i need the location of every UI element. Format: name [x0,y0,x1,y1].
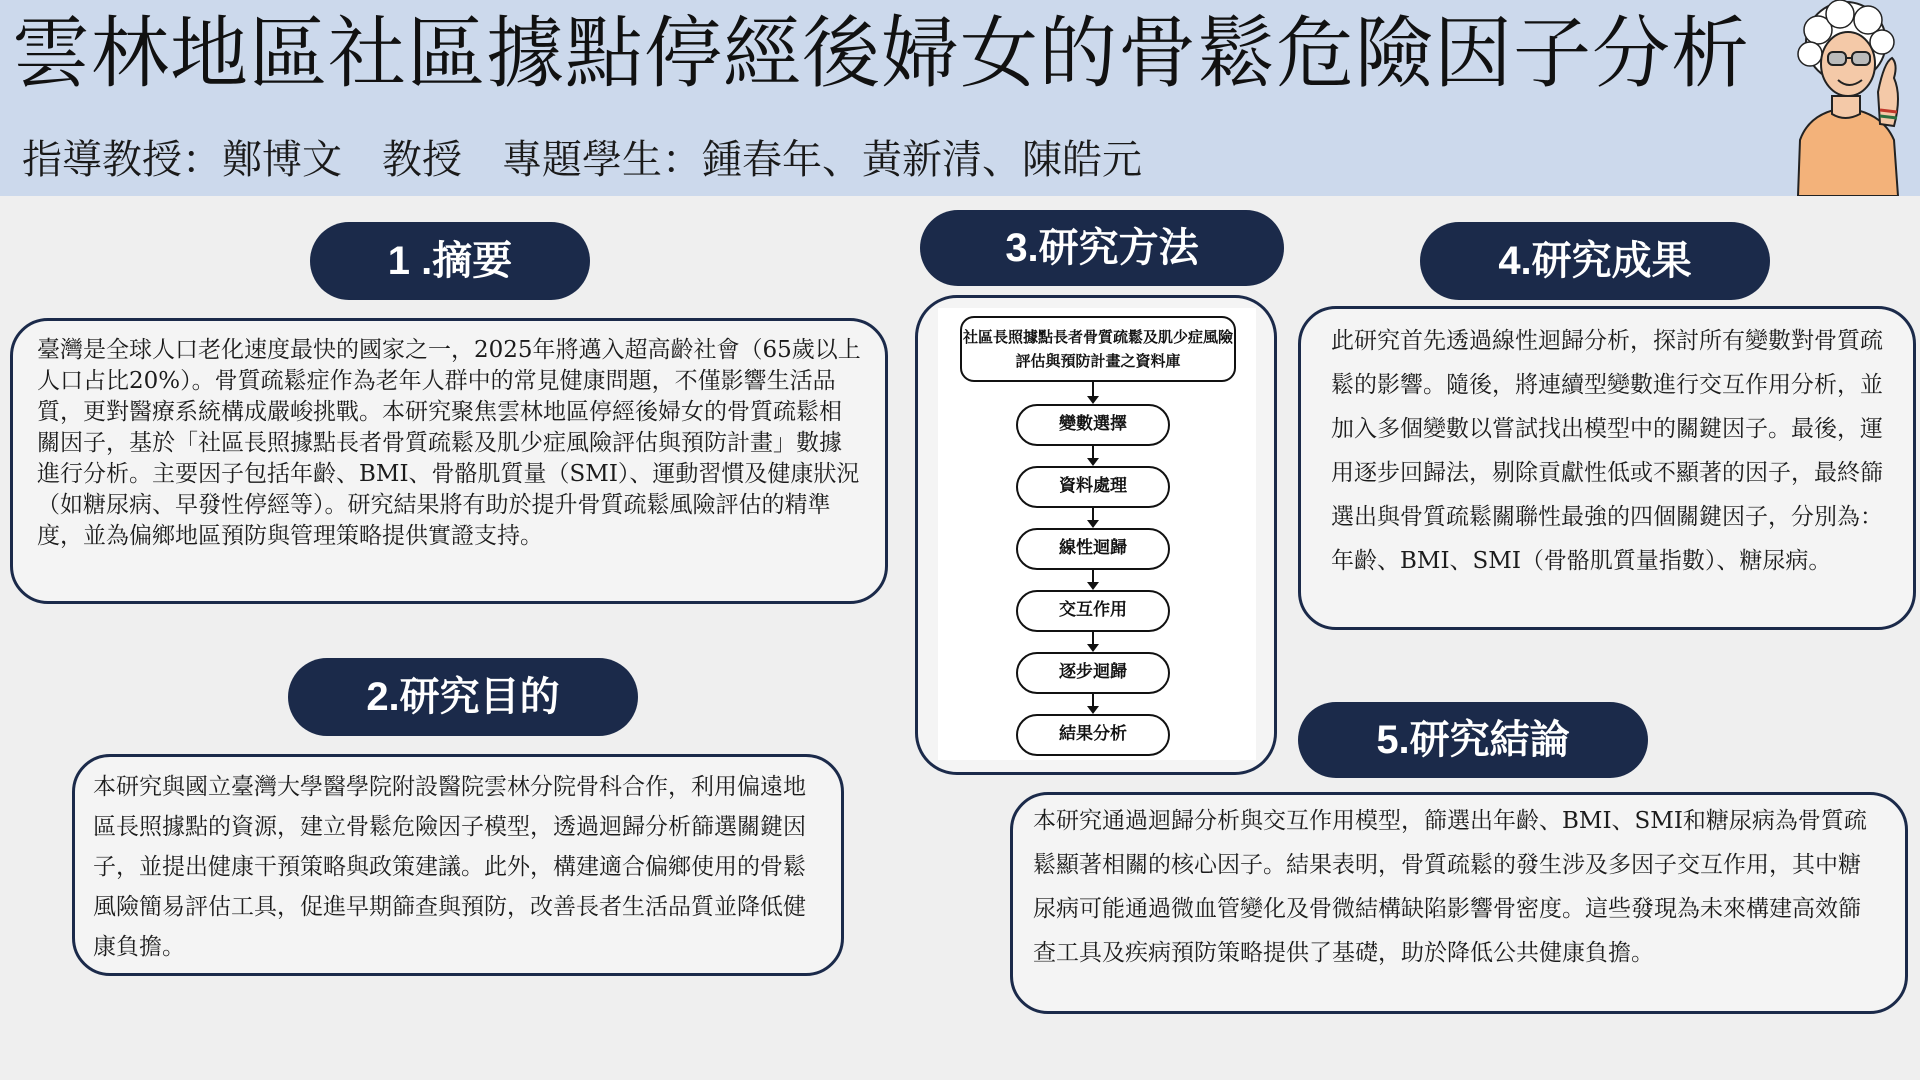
flow-connector [1092,570,1094,582]
flow-step-result-analysis: 結果分析 [1016,714,1170,756]
flow-connector [1092,446,1094,458]
elderly-woman-avatar-icon [1770,0,1920,196]
purpose-heading: 2.研究目的 [288,658,638,736]
flow-step-data-processing: 資料處理 [1016,466,1170,508]
advisor-student-line: 指導教授：鄭博文 教授 專題學生：鍾春年、黃新清、陳皓元 [22,137,1142,183]
conclusion-box [1010,792,1908,1014]
flow-arrow [1087,582,1099,590]
results-text: 此研究首先透過線性迴歸分析，探討所有變數對骨質疏鬆的影響。隨後，將連續型變數進行交互作用分析，並加入多個變數以嘗試找出模型中的關鍵因子。最後，運用逐步回歸法，剔除貢獻性低或不顯著的因子，最終篩選出與骨質疏鬆關聯性最強的四個關鍵因子，分別為：年齡、BMI、SMI（骨骼肌質量指數）、糖尿病。 [1331,328,1883,574]
flow-step-interaction: 交互作用 [1016,590,1170,632]
conclusion-heading: 5.研究結論 [1298,702,1648,778]
flow-arrow [1087,458,1099,466]
flow-step-stepwise-regression: 逐步迴歸 [1016,652,1170,694]
conclusion-text: 本研究通過迴歸分析與交互作用模型，篩選出年齡、BMI、SMI和糖尿病為骨質疏鬆顯著相關的核心因子。結果表明，骨質疏鬆的發生涉及多因子交互作用，其中糖尿病可能通過微血管變化及骨微結構缺陷影響骨密度。這些發現為未來構建高效篩查工具及疾病預防策略提供了基礎，助於降低公共健康負擔。 [1033,808,1867,966]
results-box [1298,306,1916,630]
flow-connector [1092,632,1094,644]
flow-arrow [1087,520,1099,528]
flow-connector [1092,694,1094,706]
abstract-heading: 1 .摘要 [310,222,590,300]
flow-arrow [1087,396,1099,404]
flow-arrow [1087,644,1099,652]
flow-step-linear-regression: 線性迴歸 [1016,528,1170,570]
flow-database-node: 社區長照據點長者骨質疏鬆及肌少症風險評估與預防計畫之資料庫 [960,316,1236,382]
purpose-text: 本研究與國立臺灣大學醫學院附設醫院雲林分院骨科合作，利用偏遠地區長照據點的資源，建立骨鬆危險因子模型，透過迴歸分析篩選關鍵因子，並提出健康干預策略與政策建議。此外，構建適合偏鄉使用的骨鬆風險簡易評估工具，促進早期篩查與預防，改善長者生活品質並降低健康負擔。 [93,774,806,960]
flow-connector [1092,508,1094,520]
abstract-text: 臺灣是全球人口老化速度最快的國家之一，2025年將邁入超高齡社會（65歲以上人口占比20%）。骨質疏鬆症作為老年人群中的常見健康問題，不僅影響生活品質，更對醫療系統構成嚴峻挑戰。本研究聚焦雲林地區停經後婦女的骨質疏鬆相關因子，基於「社區長照據點長者骨質疏鬆及肌少症風險評估與預防計畫」數據進行分析。主要因子包括年齡、BMI、骨骼肌質量（SMI）、運動習慣及健康狀況（如糖尿病、早發性停經等）。研究結果將有助於提升骨質疏鬆風險評估的精準度，並為偏鄉地區預防與管理策略提供實證支持。 [37,337,861,549]
purpose-box [72,754,844,976]
flow-step-variable-selection: 變數選擇 [1016,404,1170,446]
flow-connector [1092,382,1094,396]
flow-arrow [1087,706,1099,714]
results-heading: 4.研究成果 [1420,222,1770,300]
poster-title: 雲林地區社區據點停經後婦女的骨鬆危險因子分析 [12,9,1751,99]
method-heading: 3.研究方法 [920,210,1284,286]
abstract-box [10,318,888,604]
